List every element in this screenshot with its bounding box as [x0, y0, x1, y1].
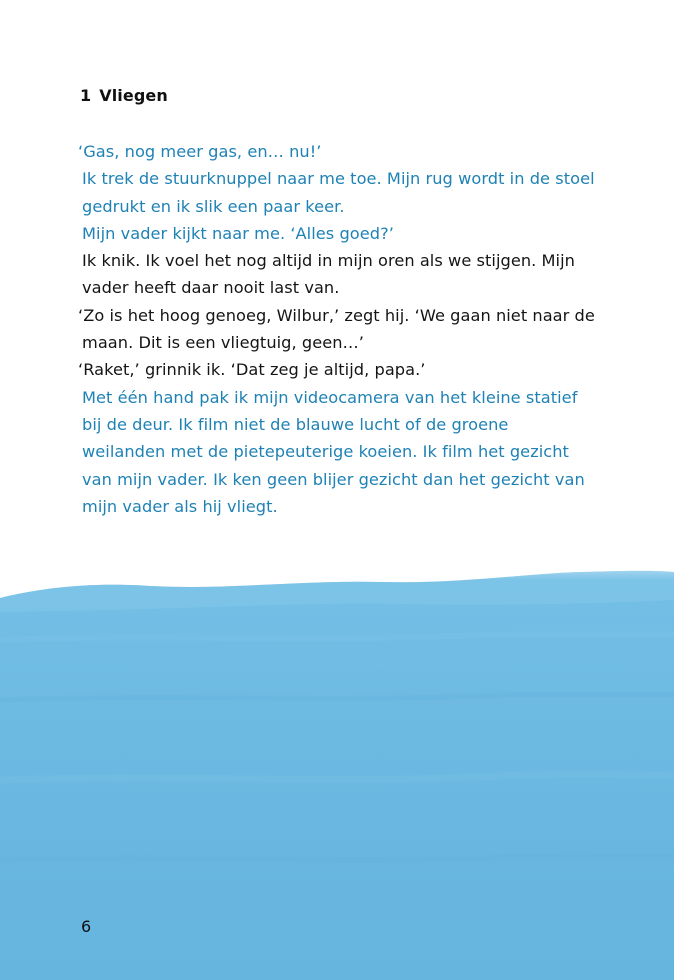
chapter-number: 1 [80, 86, 92, 105]
text-line: Ik trek de stuurknuppel naar me toe. Mijn rug wordt in de stoel [82, 169, 595, 189]
text-line: Met één hand pak ik mijn videocamera van het kleine statief [82, 387, 578, 407]
text-line: ‘Gas, nog meer gas, en… nu!’ [78, 142, 322, 161]
page-number: 6 [81, 917, 92, 936]
text-line: vader heeft daar nooit last van. [82, 278, 340, 298]
text-line: ‘Zo is het hoog genoeg, Wilbur,’ zegt hij. ‘We gaan niet naar de [78, 305, 595, 325]
text-line: Ik knik. Ik voel het nog altijd in mijn oren als we stijgen. Mijn [82, 251, 575, 271]
text-line: mijn vader als hij vliegt. [82, 496, 278, 516]
text-line: bij de deur. Ik film niet de blauwe lucht of de groene [82, 414, 509, 434]
text-line: gedrukt en ik slik een paar keer. [82, 196, 345, 216]
text-line: ‘Raket,’ grinnik ik. ‘Dat zeg je altijd, papa.’ [78, 360, 426, 380]
chapter-title: Vliegen [99, 86, 168, 105]
story-text [78, 138, 618, 520]
text-line: weilanden met de pietepeuterige koeien. Ik film het gezicht [82, 442, 569, 462]
chapter-heading [80, 86, 168, 105]
text-line: van mijn vader. Ik ken geen blijer gezicht dan het gezicht van [82, 469, 585, 489]
text-line: maan. Dit is een vliegtuig, geen…’ [82, 333, 364, 353]
text-line: Mijn vader kijkt naar me. ‘Alles goed?’ [82, 223, 394, 243]
